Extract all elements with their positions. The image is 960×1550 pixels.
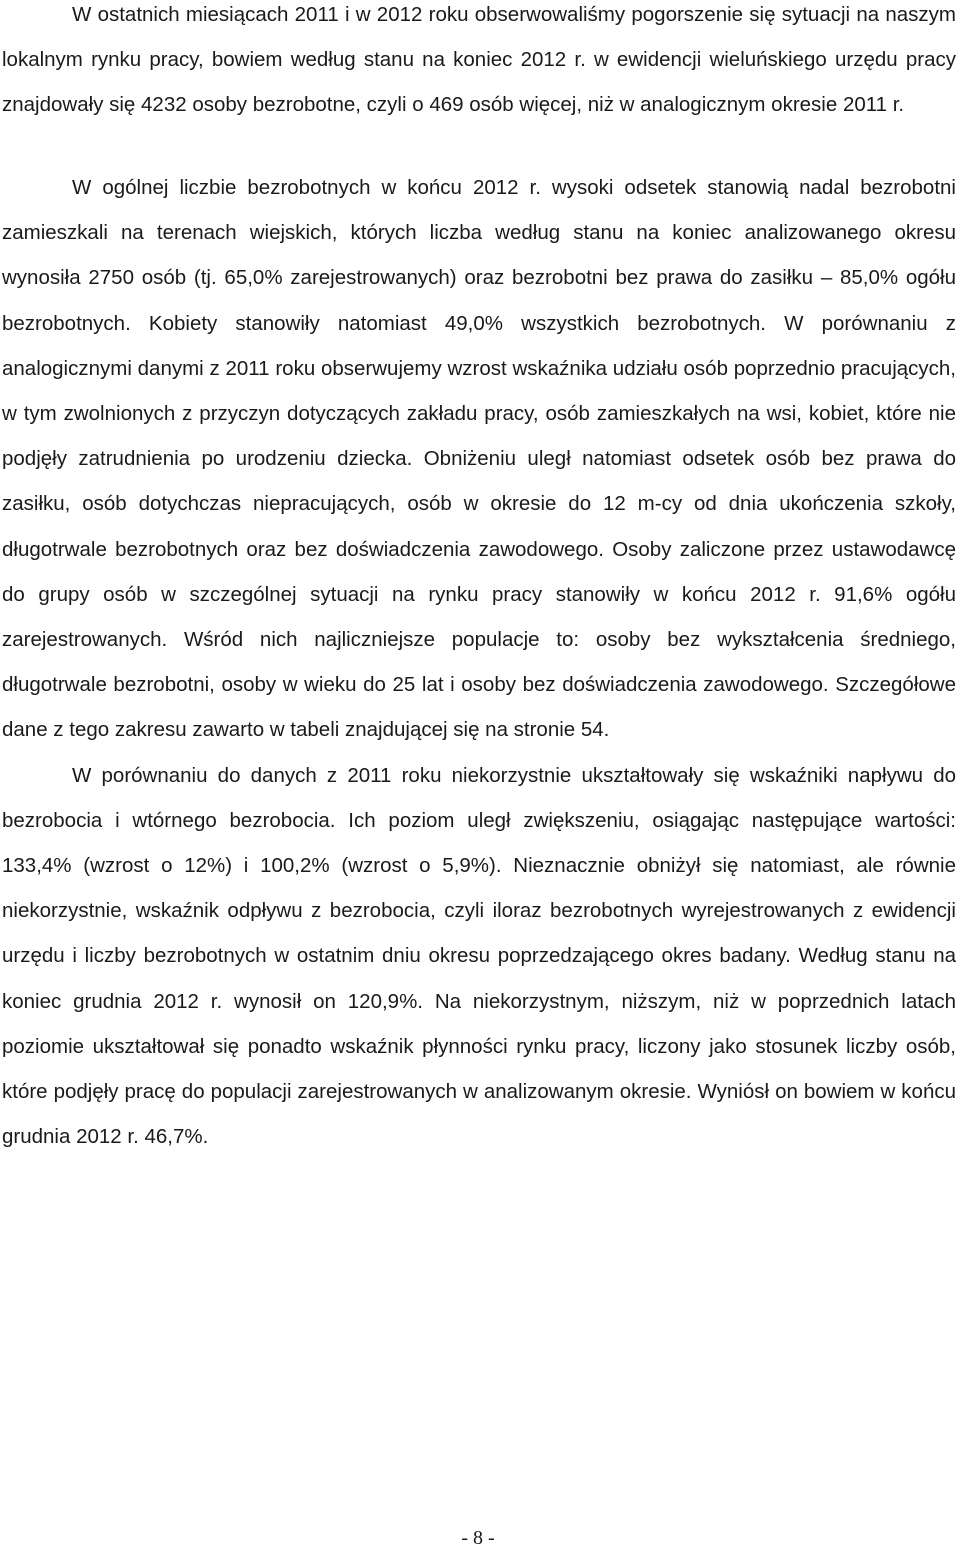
main-text-block (2, 165, 956, 1159)
intro-text-block (2, 0, 956, 128)
paragraph-unemployment-overview: W ostatnich miesiącach 2011 i w 2012 roku obserwowaliśmy pogorszenie się sytuacji na naszym lokalnym rynku pracy, bowiem według stanu na koniec 2012 r. w ewidencji wieluńskiego urzędu pracy znajdowały się 4232 osoby bezrobotne, czyli o 469 osób więcej, niż w analogicznym okresie 2011 r. (2, 3, 956, 117)
paragraph-labor-market-indicators: W porównaniu do danych z 2011 roku niekorzystnie ukształtowały się wskaźniki napływu do bezrobocia i wtórnego bezrobocia. Ich poziom uległ zwiększeniu, osiągając następujące wartości: 133,4% (wzrost o 12%) i 100,2% (wzrost o 5,9%). Nieznacznie obniżył się natomiast, ale równie niekorzystnie, wskaźnik odpływu z bezrobocia, czyli iloraz bezrobotnych wyrejestrowanych z ewidencji urzędu i liczby bezrobotnych w ostatnim dniu okresu poprzedzającego okres badany. Według stanu na koniec grudnia 2012 r. wynosił on 120,9%. Na niekorzystnym, niższym, niż w poprzednich latach poziomie ukształtował się ponadto wskaźnik płynności rynku pracy, liczony jako stosunek liczby osób, które podjęły pracę do populacji zarejestrowanych w analizowanym okresie. Wyniósł on bowiem w końcu grudnia 2012 r. 46,7%. (2, 763, 956, 1149)
page-number-label: - 8 - (461, 1527, 495, 1549)
page-number (0, 1526, 960, 1550)
paragraph-unemployed-structure: W ogólnej liczbie bezrobotnych w końcu 2012 r. wysoki odsetek stanowią nadal bezrobotni zamieszkali na terenach wiejskich, których liczba według stanu na koniec analizowanego okresu wynosiła 2750 osób (tj. 65,0% zarejestrowanych) oraz bezrobotni bez prawa do zasiłku – 85,0% ogółu bezrobotnych. Kobiety stanowiły natomiast 49,0% wszystkich bezrobotnych. W porównaniu z analogicznymi danymi z 2011 roku obserwujemy wzrost wskaźnika udziału osób poprzednio pracujących, w tym zwolnionych z przyczyn dotyczących zakładu pracy, osób zamieszkałych na wsi, kobiet, które nie podjęły zatrudnienia po urodzeniu dziecka. Obniżeniu uległ natomiast odsetek osób bez prawa do zasiłku, osób dotychczas niepracujących, osób w okresie do 12 m-cy od dnia ukończenia szkoły, długotrwale bezrobotnych oraz bez doświadczenia zawodowego. Osoby zaliczone przez ustawodawcę do grupy osób w szczególnej sytuacji na rynku pracy stanowiły w końcu 2012 r. 91,6% ogółu zarejestrowanych. Wśród nich najliczniejsze populacje to: osoby bez wykształcenia średniego, długotrwale bezrobotni, osoby w wieku do 25 lat i osoby bez doświadczenia zawodowego. Szczegółowe dane z tego zakresu zawarto w tabeli znajdującej się na stronie 54. (2, 176, 956, 742)
